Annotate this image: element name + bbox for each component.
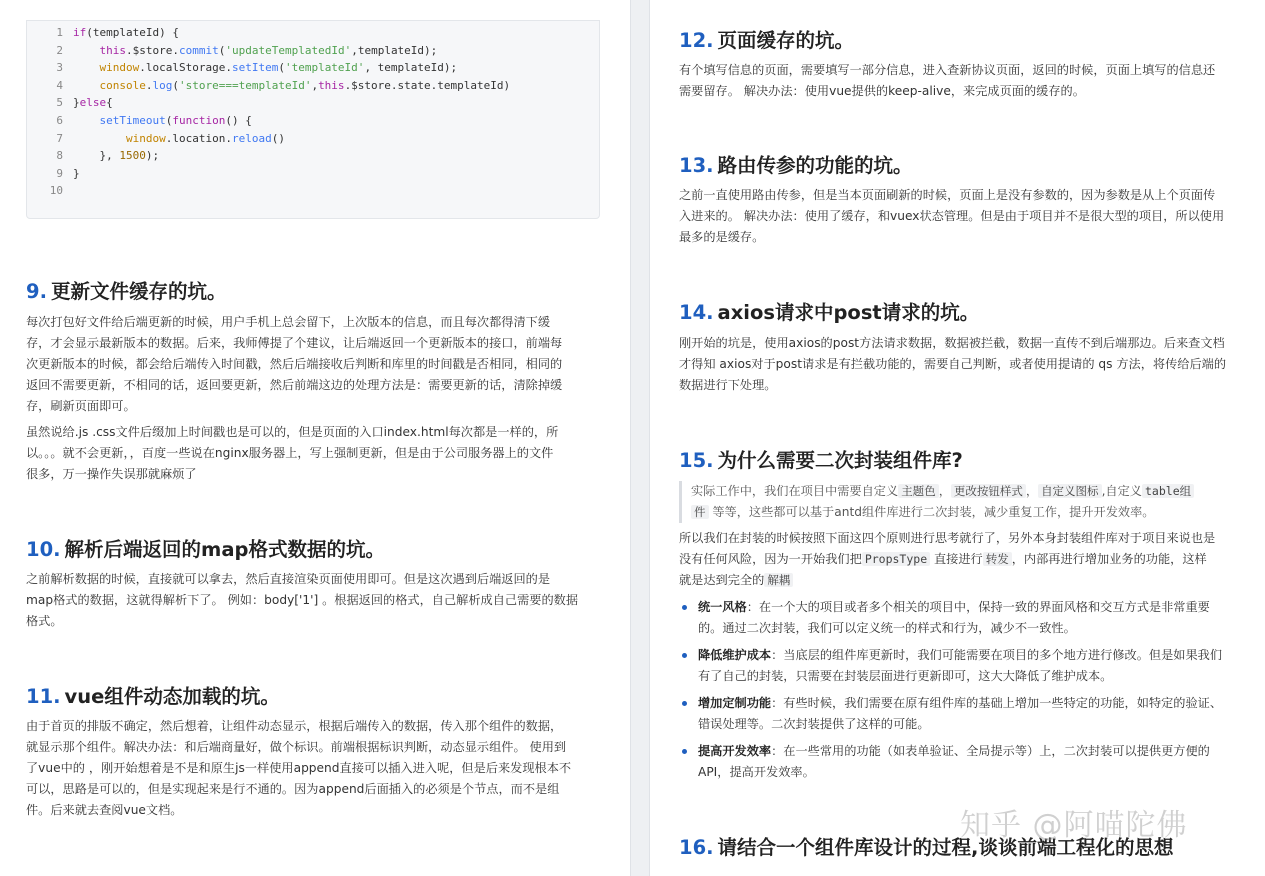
code-token: ( <box>165 114 173 127</box>
code-token: () { <box>225 114 252 127</box>
paragraph-line: 可以，思路是可以的，但是实现起来是行不通的。因为append后面插入的必须是个节点，而不是组 <box>26 782 560 796</box>
heading-number: 9. <box>26 280 47 303</box>
paragraph-line: 最多的是缓存。 <box>679 230 765 244</box>
bullet-text: ：在一些常用的功能（如表单验证、全局提示等）上，二次封装可以提供更方便的 <box>771 744 1210 758</box>
paragraph-line: 才得知 axios对于post请求是有拦截功能的，需要自己判断，或者使用提请的 qs 方法，将传给后端的 <box>679 357 1227 371</box>
code-token: 'templateId' <box>284 61 365 75</box>
code-token: }, <box>73 149 120 163</box>
bullet-dot-icon <box>682 749 687 754</box>
bullet-text: 的。通过二次封装，我们可以定义统一的样式和行为，减少不一致性。 <box>698 621 1076 635</box>
bullet-text: 错误处理等。二次封装提供了这样的可能。 <box>698 717 930 731</box>
paragraph-line: 有个填写信息的页面，需要填写一部分信息，进入查新协议页面，返回的时候，页面上填写的信息还 <box>679 63 1216 77</box>
section-12-paragraph <box>679 60 1215 102</box>
inline-code: 转发 <box>983 552 1012 566</box>
paragraph-line <box>679 549 1215 570</box>
bullet-text: API，提高开发效率。 <box>698 765 815 779</box>
quote-text: 实际工作中，我们在项目中需要自定义 <box>691 484 899 498</box>
watermark: 知乎 @阿喵陀佛 <box>960 808 1188 843</box>
code-token <box>73 114 100 127</box>
bullet-line <box>698 666 1251 687</box>
code-token: 'updateTemplatedId' <box>225 43 352 57</box>
heading-number: 11. <box>26 685 61 708</box>
section-9-paragraph-2 <box>26 422 558 485</box>
code-token: ( <box>218 43 226 57</box>
code-token <box>73 44 100 57</box>
code-token: 'store===templateId' <box>178 78 312 92</box>
paragraph-line: 次更新版本的时候，都会给后端传入时间戳，然后后端接收后判断和库里的时间戳是否相同，相同的 <box>26 357 563 371</box>
line-number: 9 <box>56 166 63 180</box>
code-token: reload <box>231 131 272 145</box>
paragraph-line: 格式。 <box>26 614 63 628</box>
line-number: 7 <box>56 131 63 145</box>
paragraph-line: 入进来的。 解决办法：使用了缓存，和vuex状态管理。但是由于项目并不是很大型的项目，所以使用 <box>679 209 1225 223</box>
line-number: 5 <box>56 96 63 110</box>
heading-number: 15. <box>679 449 714 472</box>
section-14-paragraph <box>679 333 1226 396</box>
bullet-line <box>698 645 1251 666</box>
bullet-text: ：有些时候，我们需要在原有组件库的基础上增加一些特定的功能，如特定的验证、 <box>771 696 1223 710</box>
paragraph-line: 需要留存。 解决办法：使用vue提供的keep-alive，来完成页面的缓存的。 <box>679 84 1085 98</box>
code-token: .location. <box>165 131 232 145</box>
paragraph-line: 件。后来就去查阅vue文档。 <box>26 803 183 817</box>
heading-section-14 <box>679 297 979 325</box>
section-10-paragraph <box>26 569 578 632</box>
code-token: if <box>73 26 87 39</box>
paragraph-text: 直接进行 <box>934 552 983 566</box>
paragraph-line: 虽然说给.js .css文件后缀加上时间戳也是可以的，但是页面的入口index.html每次都是一样的，所 <box>26 425 559 439</box>
code-token: ,templateId); <box>351 43 438 57</box>
code-token: setItem <box>231 61 279 75</box>
paragraph-text: 没有任何风险，因为一开始我们把 <box>679 552 862 566</box>
bullet-list <box>679 597 1251 789</box>
code-token: (templateId) { <box>86 26 179 39</box>
code-text <box>73 94 113 111</box>
line-number: 8 <box>56 149 63 163</box>
paragraph-line: 由于首页的排版不确定，然后想着，让组件动态显示，根据后端传入的数据，传入那个组件的数据， <box>26 719 563 733</box>
heading-section-13 <box>679 150 913 178</box>
paragraph-line: 很多，万一操作失误那就麻烦了 <box>26 467 197 481</box>
quote-line-1 <box>691 481 1245 502</box>
blockquote <box>679 481 1245 523</box>
inline-code: 自定义图标 <box>1038 484 1102 498</box>
paragraph-line: 每次打包好文件给后端更新的时候，用户手机上总会留下，上次版本的信息，而且每次都得清下缓 <box>26 315 551 329</box>
inline-code: table组 <box>1142 484 1194 498</box>
inline-code: 主题色 <box>898 484 939 498</box>
bullet-line <box>698 714 1251 735</box>
heading-number: 12. <box>679 29 714 52</box>
paragraph-line: 存，刷新页面即可。 <box>26 399 136 413</box>
code-token: ( <box>172 78 179 92</box>
code-token: ( <box>278 61 285 75</box>
bullet-text: ：在一个大的项目或者多个相关的项目中，保持一致的界面风格和交互方式是非常重要 <box>746 600 1210 614</box>
heading-title: 为什么需要二次封装组件库? <box>717 449 963 472</box>
paragraph-line: 了vue中的 ，刚开始想着是不是和原生js一样使用append直接可以插入进入呢，但是后来发现根本不 <box>26 761 572 775</box>
code-token: .$store.state.templateId) <box>344 78 511 92</box>
code-token <box>73 79 100 92</box>
section-13-paragraph <box>679 185 1224 248</box>
heading-section-11 <box>26 681 280 709</box>
bullet-item <box>679 741 1251 783</box>
bullet-term: 降低维护成本 <box>698 648 772 662</box>
quote-text: ,自定义 <box>1101 484 1142 498</box>
code-token <box>73 132 126 145</box>
code-text <box>73 24 179 41</box>
bullet-item <box>679 597 1251 639</box>
page-divider <box>630 0 650 876</box>
inline-code: PropsType <box>862 552 930 566</box>
code-token: window <box>125 131 166 145</box>
heading-section-12 <box>679 25 854 53</box>
bullet-item <box>679 645 1251 687</box>
heading-number: 16. <box>679 836 714 859</box>
bullet-line <box>698 741 1251 762</box>
bullet-term: 提高开发效率 <box>698 744 772 758</box>
bullet-line <box>698 693 1251 714</box>
quote-text: ， <box>938 484 951 498</box>
code-token: log <box>152 78 173 92</box>
heading-number: 13. <box>679 154 714 177</box>
line-number: 6 <box>56 114 63 127</box>
code-text <box>73 42 437 59</box>
paragraph-line: 返回不需要更新，不相同的话，返回要更新，然后前端这边的处理方法是：需要更新的话，清除掉缓 <box>26 378 563 392</box>
paragraph-text: ，内部再进行增加业务的功能，这样 <box>1011 552 1207 566</box>
code-token: } <box>73 96 80 110</box>
code-token: .$store. <box>126 43 179 57</box>
section-11-paragraph <box>26 716 571 821</box>
code-text <box>73 147 159 164</box>
paragraph-line: 之前解析数据的时候，直接就可以拿去，然后直接渲染页面使用即可。但是这次遇到后端返回的是 <box>26 572 551 586</box>
heading-title: axios请求中post请求的坑。 <box>717 301 980 324</box>
heading-title: 解析后端返回的map格式数据的坑。 <box>64 538 385 561</box>
code-token: } <box>73 166 80 180</box>
code-token: window <box>99 61 140 75</box>
bullet-term: 统一风格 <box>698 600 747 614</box>
heading-title: 页面缓存的坑。 <box>717 29 855 52</box>
paragraph-line: 数据进行下处理。 <box>679 378 777 392</box>
bullet-term: 增加定制功能 <box>698 696 772 710</box>
heading-title: 路由传参的功能的坑。 <box>717 154 913 177</box>
bullet-line <box>698 618 1251 639</box>
code-token: , <box>311 78 319 92</box>
code-token: () <box>271 131 285 145</box>
code-text <box>73 130 285 147</box>
heading-number: 10. <box>26 538 61 561</box>
heading-section-10 <box>26 534 385 562</box>
code-block <box>26 20 600 219</box>
paragraph-line: 刚开始的坑是，使用axios的post方法请求数据，数据被拦截，数据一直传不到后端那边。后来查文档 <box>679 336 1225 350</box>
section-9-paragraph-1 <box>26 312 562 417</box>
line-number: 2 <box>56 43 63 57</box>
quote-text: 等等，这些都可以基于antd组件库进行二次封装，减少重复工作，提升开发效率。 <box>712 505 1155 519</box>
code-token: ); <box>145 149 160 163</box>
code-token: this <box>99 43 126 57</box>
paragraph-line: 所以我们在封装的时候按照下面这四个原则进行思考就行了，另外本身封装组件库对于项目来说也是 <box>679 531 1216 545</box>
code-token: . <box>145 78 153 92</box>
code-token: setTimeout <box>99 114 166 127</box>
code-token: function <box>172 114 226 127</box>
heading-section-9 <box>26 276 227 304</box>
line-number: 3 <box>56 61 63 75</box>
paragraph-text: 就是达到完全的 <box>679 573 765 587</box>
bullet-text: 有了自己的封装，只需要在封装层面进行更新即可，这大大降低了维护成本。 <box>698 669 1113 683</box>
paragraph-line: 就显示那个组件。解决办法：和后端商量好，做个标识。前端根据标识判断，动态显示组件。 使用到 <box>26 740 567 754</box>
bullet-item <box>679 693 1251 735</box>
code-token: , templateId); <box>364 61 458 75</box>
code-text <box>73 165 80 182</box>
bullet-dot-icon <box>682 605 687 610</box>
heading-title: 请结合一个组件库设计的过程,谈谈前端工程化的思想 <box>717 836 1174 859</box>
paragraph-line: 之前一直使用路由传参，但是当本页面刷新的时候，页面上是没有参数的，因为参数是从上个页面传 <box>679 188 1216 202</box>
bullet-dot-icon <box>682 653 687 658</box>
code-text <box>73 77 510 94</box>
inline-code: 件 <box>691 505 709 519</box>
code-token: else <box>79 96 107 110</box>
bullet-line <box>698 597 1251 618</box>
section-15-paragraph <box>679 528 1215 591</box>
bullet-line <box>698 762 1251 783</box>
code-token: console <box>99 78 146 92</box>
bullet-dot-icon <box>682 701 687 706</box>
line-number: 4 <box>56 78 63 92</box>
inline-code: 解耦 <box>764 573 793 587</box>
bullet-text: ：当底层的组件库更新时，我们可能需要在项目的多个地方进行修改。但是如果我们 <box>771 648 1223 662</box>
code-token <box>73 61 100 74</box>
paragraph-line <box>679 570 1215 591</box>
code-text <box>73 112 252 129</box>
heading-section-15 <box>679 445 963 473</box>
line-number: 1 <box>56 26 63 39</box>
left-page <box>0 0 630 876</box>
code-text <box>73 59 457 76</box>
paragraph-line: map格式的数据，这就得解析下了。 例如：body['1'] 。根据返回的格式，自己解析成自己需要的数据 <box>26 593 579 607</box>
code-token: 1500 <box>119 149 146 163</box>
quote-text: ， <box>1025 484 1039 498</box>
code-token: this <box>318 78 345 92</box>
heading-title: vue组件动态加载的坑。 <box>64 685 280 708</box>
code-token: .localStorage. <box>139 61 232 75</box>
heading-title: 更新文件缓存的坑。 <box>50 280 227 303</box>
paragraph-line: 以。。。就不会更新，，百度一些说在nginx服务器上，写上强制更新，但是由于公司服务器上的文件 <box>26 446 554 460</box>
code-token: commit <box>178 43 219 57</box>
code-token: { <box>106 96 113 110</box>
heading-number: 14. <box>679 301 714 324</box>
inline-code: 更改按钮样式 <box>951 484 1026 498</box>
line-number: 10 <box>49 184 63 198</box>
paragraph-line: 存，才会显示最新版本的数据。后来，我师傅提了个建议，让后端返回一个更新版本的接口，前端每 <box>26 336 563 350</box>
quote-line-2 <box>691 502 1245 523</box>
